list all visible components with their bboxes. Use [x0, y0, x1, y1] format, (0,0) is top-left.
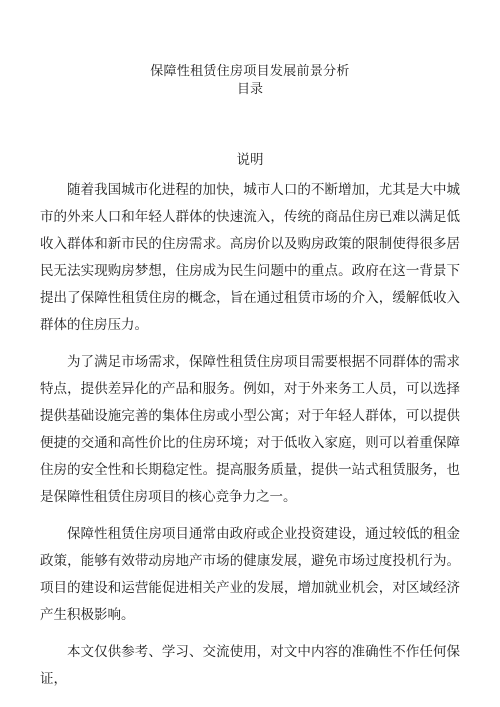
body-paragraph: 本文仅供参考、学习、交流使用，对文中内容的准确性不作任何保证，	[40, 644, 460, 687]
document-body	[40, 177, 460, 693]
table-of-contents-heading: 目录	[236, 82, 263, 97]
body-paragraph: 为了满足市场需求，保障性租赁住房项目需要根据不同群体的需求特点，提供差异化的产品和服务。例如，对于外来务工人员，可以选择提供基础设施完善的集体住房或小型公寓；对于年轻人群体，可以提供便捷的交通和高性价比的住房环境；对于低收入家庭，则可以着重保障住房的安全性和长期稳定性。提高服务质量，提供一站式租赁服务，也是保障性租赁住房项目的核心竞争力之一。	[40, 354, 460, 505]
section-heading: 说明	[236, 152, 264, 168]
body-paragraph: 保障性租赁住房项目通常由政府或企业投资建设，通过较低的租金政策，能够有效带动房地产市场的健康发展，避免市场过度投机行为。项目的建设和运营能促进相关产业的发展，增加就业机会，对区域经济产生积极影响。	[40, 526, 460, 623]
document-title: 保障性租赁住房项目发展前景分析	[150, 64, 350, 79]
body-paragraph: 随着我国城市化进程的加快，城市人口的不断增加，尤其是大中城市的外来人口和年轻人群体的快速流入，传统的商品住房已难以满足低收入群体和新市民的住房需求。高房价以及购房政策的限制使得很多居民无法实现购房梦想，住房成为民生问题中的重点。政府在这一背景下提出了保障性租赁住房的概念，旨在通过租赁市场的介入，缓解低收入群体的住房压力。	[40, 182, 460, 333]
